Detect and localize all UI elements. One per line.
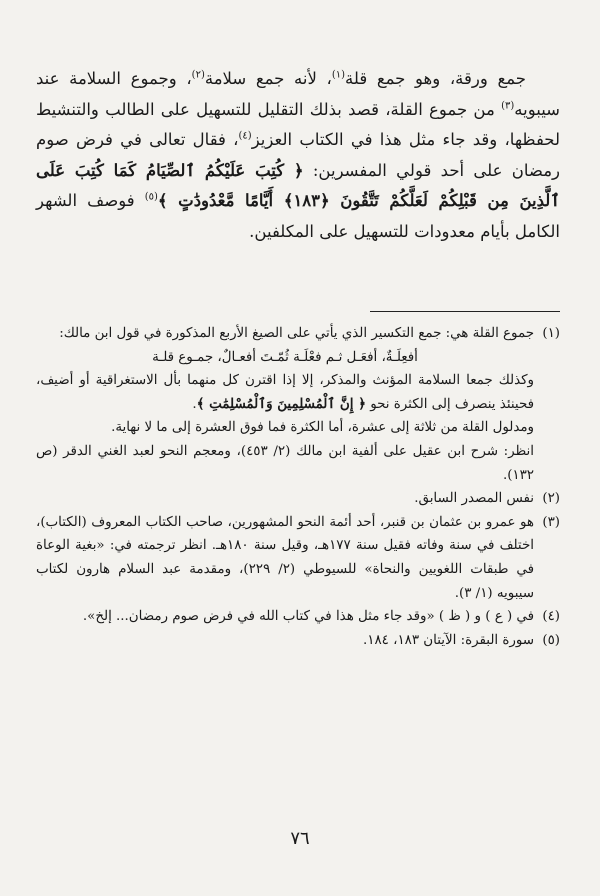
footnote-marker[interactable]: (٣) (501, 100, 515, 111)
footnote-number: (١) (542, 326, 560, 341)
footnote-body (36, 511, 534, 605)
text-run: ، لأنه جمع سلامة (204, 69, 332, 88)
text-run: . (192, 396, 197, 412)
footnote-body (36, 322, 534, 487)
text-run: من جموع القلة، قصد بذلك التقليل للتسهيل على الطالب والتنشيط لحفظها، وقد جاء مثل هذا في الكتاب العزيز (36, 99, 560, 149)
footnote-number: (٥) (542, 632, 560, 648)
footnote-text: سورة البقرة: الآيتان ١٨٣، ١٨٤. (363, 632, 534, 648)
footnote-text: في ( ع ) و ( ظ ) «وقد جاء مثل هذا في كتاب الله في فرض صوم رمضان... إلخ». (82, 609, 534, 625)
footnote-marker[interactable]: (١) (331, 69, 346, 81)
footnote-1 (36, 322, 560, 487)
footnote-4 (36, 605, 560, 629)
poetry-verse: أفعِلَـةٌ، أفعَـل ثـم فعْلَـة ثُمّـتَ أفعـالٌ، جمـوع قلـة (152, 349, 418, 365)
footnote-separator (370, 311, 560, 312)
quran-verse: ﴿ كُتِبَ عَلَيْكُمُ ٱلصِّيَامُ كَمَا كُتِبَ عَلَى ٱلَّذِينَ مِن قَبْلِكُمْ لَعَلَّكُمْ تَتَّقُونَ ﴿١٨٣﴾ أَيَّامًا مَّعْدُودَٰتٍ ﴾ (36, 160, 560, 210)
footnote-reference: انظر: شرح ابن عقيل على ألفية ابن مالك (٢/ ٤٥٣)، ومعجم النحو لعبد الغني الدقر (ص ١٣٢). (36, 443, 534, 483)
footnote-number: (٣) (542, 514, 560, 530)
quran-verse: ﴿ إِنَّ ٱلْمُسْلِمِينَ وَٱلْمُسْلِمَٰتِ ﴾ (196, 395, 366, 412)
text-run: جمع ورقة، وهو جمع قلة (345, 69, 526, 88)
footnote-text: ومدلول القلة من ثلاثة إلى عشرة، أما الكثرة فما فوق العشرة إلى ما لا نهاية. (111, 420, 534, 436)
footnote-5 (36, 629, 560, 653)
page-number: ٧٦ (290, 828, 310, 849)
footnote-text (36, 369, 534, 416)
footnote-marker[interactable]: (٥) (144, 191, 158, 203)
text-run: ، وجموع السلامة عند سيبويه (36, 69, 560, 119)
main-text (36, 64, 560, 247)
text-run: فوصف الشهر الكامل بأيام معدودات للتسهيل على المكلفين. (36, 191, 560, 241)
footnote-marker[interactable]: (٢) (191, 69, 205, 81)
main-paragraph (36, 64, 560, 247)
footnote-body (36, 629, 534, 653)
footnotes (36, 322, 560, 652)
footnote-number: (٤) (542, 609, 560, 625)
footnote-3 (36, 511, 560, 605)
footnote-marker[interactable]: (٤) (238, 130, 252, 142)
footnote-body (36, 605, 534, 629)
text-run: ، فقال تعالى في فرض صوم رمضان على أحد قولي المفسرين: (36, 130, 560, 180)
footnote-body (36, 487, 534, 511)
footnote-text: نفس المصدر السابق. (414, 491, 534, 507)
footnote-text: هو عمرو بن عثمان بن قنبر، أحد أئمة النحو المشهورين، صاحب الكتاب المعروف (الكتاب)، اختلف في سنة وفاته فقيل سنة ١٧٧هـ، وقيل سنة ١٨٠هـ. انظر ترجمته في: «بغية الوعاة في طبقات اللغويين والنحاة» للسيوطي (٢/ ٢٢٩)، ومقدمة عبد السلام هارون لكتاب سيبويه (١/ ٣). (36, 514, 534, 601)
footnote-2 (36, 487, 560, 511)
text-run: وكذلك جمعا السلامة المؤنث والمذكر، إلا إذا اقترن كل منهما بأل الاستغراقية أو أضيف، فحينئذ ينصرف إلى الكثرة نحو (36, 373, 534, 412)
footnote-text: جموع القلة هي: جمع التكسير الذي يأتي على الصيغ الأربع المذكورة في قول ابن مالك: (59, 326, 534, 341)
footnote-number: (٢) (542, 491, 560, 507)
